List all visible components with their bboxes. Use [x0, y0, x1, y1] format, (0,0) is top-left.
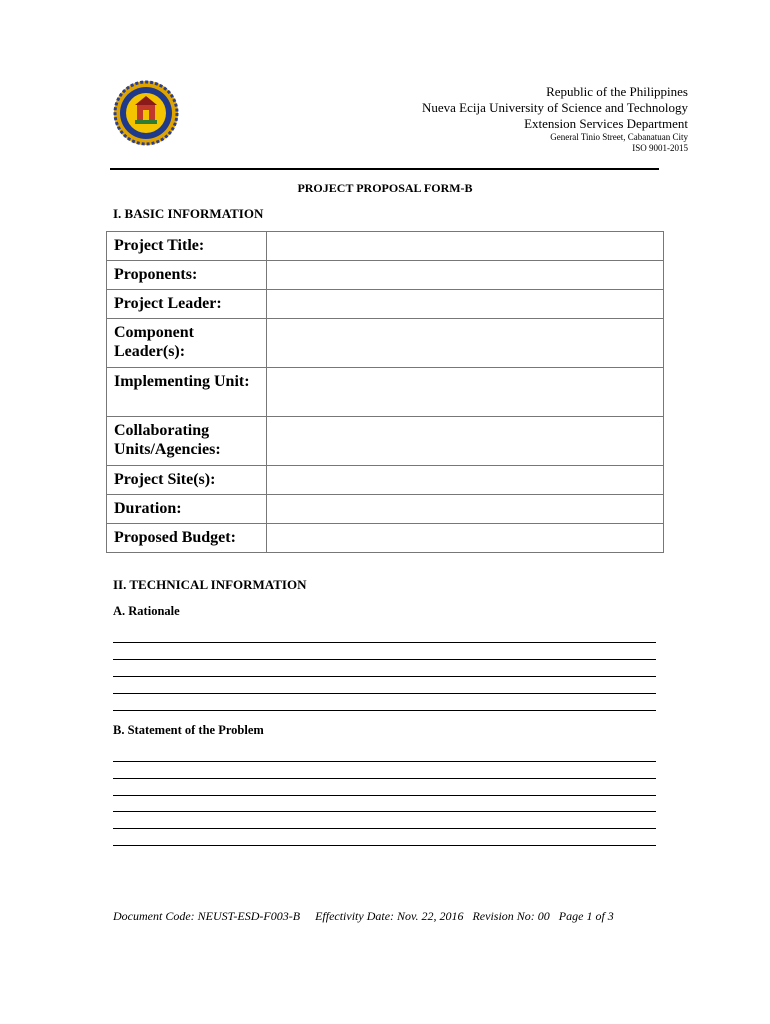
proposed-budget-label: Proposed Budget: [107, 524, 267, 553]
problem-writing-line[interactable] [113, 761, 656, 762]
problem-writing-line[interactable] [113, 811, 656, 812]
statement-of-problem-heading: B. Statement of the Problem [113, 723, 264, 737]
implementing-unit-label: Implementing Unit: [107, 368, 267, 417]
section-technical-information-heading: II. TECHNICAL INFORMATION [113, 577, 307, 592]
table-row [107, 417, 664, 466]
table-row [107, 524, 664, 553]
header-iso: ISO 9001-2015 [632, 143, 688, 153]
duration-label: Duration: [107, 495, 267, 524]
header-address: General Tinio Street, Cabanatuan City [550, 132, 688, 142]
component-leaders-field[interactable] [267, 319, 664, 368]
duration-field[interactable] [267, 495, 664, 524]
table-row [107, 232, 664, 261]
project-leader-label: Project Leader: [107, 290, 267, 319]
table-row [107, 261, 664, 290]
university-seal-logo [113, 80, 179, 146]
project-sites-field[interactable] [267, 466, 664, 495]
project-leader-field[interactable] [267, 290, 664, 319]
rationale-writing-line[interactable] [113, 710, 656, 711]
rationale-writing-line[interactable] [113, 659, 656, 660]
project-title-label: Project Title: [107, 232, 267, 261]
problem-writing-line[interactable] [113, 795, 656, 796]
problem-writing-line[interactable] [113, 778, 656, 779]
problem-writing-line[interactable] [113, 828, 656, 829]
section-basic-information-heading: I. BASIC INFORMATION [113, 206, 264, 221]
form-title: PROJECT PROPOSAL FORM-B [297, 181, 473, 195]
rationale-writing-line[interactable] [113, 642, 656, 643]
table-row [107, 319, 664, 368]
rationale-writing-line[interactable] [113, 693, 656, 694]
table-row [107, 495, 664, 524]
proponents-label: Proponents: [107, 261, 267, 290]
proposed-budget-field[interactable] [267, 524, 664, 553]
component-leaders-label: Component Leader(s): [107, 319, 267, 368]
table-row [107, 290, 664, 319]
project-sites-label: Project Site(s): [107, 466, 267, 495]
rationale-writing-line[interactable] [113, 676, 656, 677]
document-footer: Document Code: NEUST-ESD-F003-B Effectivity Date: Nov. 22, 2016 Revision No: 00 Page 1 of 3 [113, 909, 614, 923]
rationale-heading: A. Rationale [113, 604, 180, 618]
table-row [107, 368, 664, 417]
letterhead [422, 84, 688, 154]
header-university: Nueva Ecija University of Science and Technology [422, 100, 688, 115]
project-title-field[interactable] [267, 232, 664, 261]
problem-writing-line[interactable] [113, 845, 656, 846]
header-divider [110, 168, 659, 170]
table-row [107, 466, 664, 495]
header-country: Republic of the Philippines [546, 84, 688, 99]
collaborating-units-field[interactable] [267, 417, 664, 466]
implementing-unit-field[interactable] [267, 368, 664, 417]
proponents-field[interactable] [267, 261, 664, 290]
basic-information-table [106, 231, 664, 553]
header-department: Extension Services Department [524, 116, 688, 131]
collaborating-units-label: Collaborating Units/Agencies: [107, 417, 267, 466]
